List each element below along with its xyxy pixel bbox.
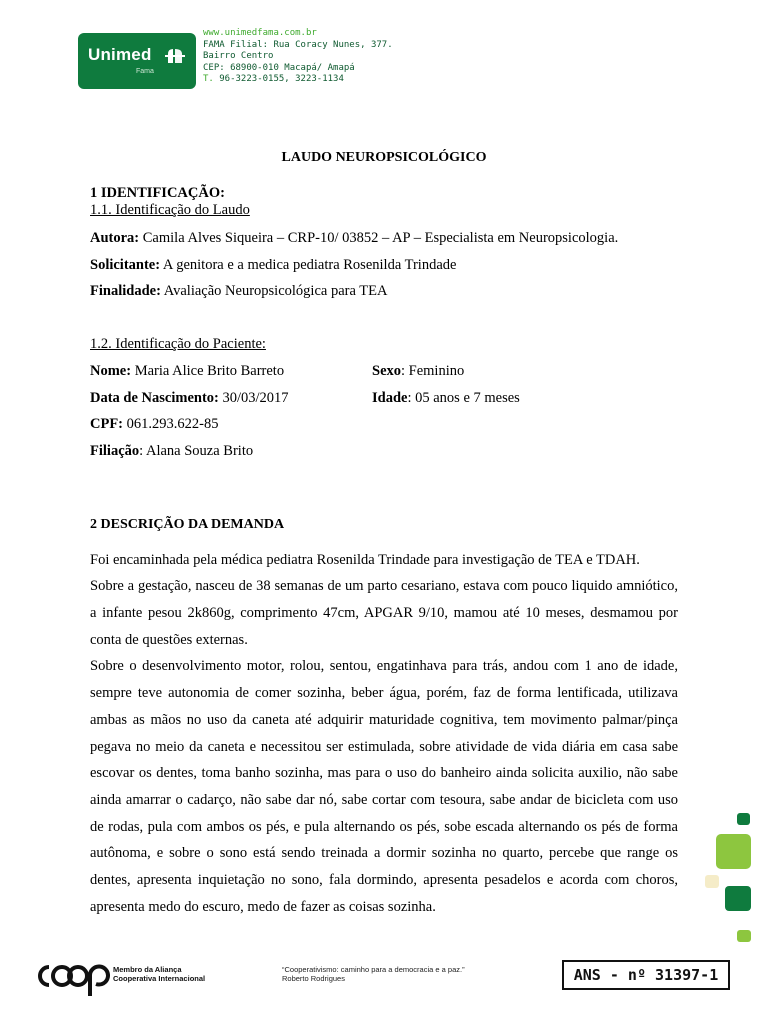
decor-square [737, 930, 751, 942]
field-label: Idade [372, 389, 408, 406]
website-link[interactable]: www.unimedfama.com.br [203, 28, 317, 38]
address-line: Bairro Centro [203, 51, 274, 61]
coop-line: Membro da Aliança [113, 965, 182, 974]
unimed-logo [78, 33, 196, 89]
field-value: : Feminino [401, 362, 465, 379]
field-value: Camila Alves Siqueira – CRP-10/ 03852 – AP – Especialista em Neuropsicologia. [139, 230, 619, 246]
field-label: Finalidade: [90, 283, 161, 300]
nascimento-field [90, 385, 372, 412]
solicitante-field [90, 252, 678, 279]
cpf-field [90, 411, 678, 438]
decor-square [716, 834, 751, 869]
filiacao-field [90, 438, 678, 465]
coop-membership-text [113, 965, 205, 983]
paragraph: Sobre o desenvolvimento motor, rolou, sentou, engatinhava para trás, andou com 1 ano de idade, sempre teve autonomia de comer sozinha, beber água, porém, faz de forma lentificada, utilizava ambas as mãos no uso da caneta até adquirir maturidade cognitiva, tem movimento palmar/pinça pegava no meio da caneta e necessitou ser estimulada, sobre atividade de vida diária em casa sabe escovar os dentes, toma banho sozinha, mas para o uso do banheiro ainda solicita auxilio, não sabe ainda amarrar o cadarço, não sabe dar nó, sabe cortar com tesoura, sabe andar de bicicleta com uso de rodas, pula com ambos os pés, e pula alternando os pés, sobe escada alternando os pés de forma autônoma, e sobre o sono está sendo treinada a dormir sozinha no quarto, percebe que range os dentes, apresenta inquietação no sono, fala dormindo, apresenta pesadelos e acorda com choros, apresenta medo do escuro, medo de fazer as coisas sozinha. [90, 658, 678, 915]
field-value: A genitora e a medica pediatra Rosenilda Trindade [160, 256, 457, 273]
document-title: LAUDO NEUROPSICOLÓGICO [281, 150, 487, 165]
coop-logo-icon [34, 958, 110, 998]
paragraph: Sobre a gestação, nasceu de 38 semanas de um parto cesariano, estava com pouco liquido amniótico, a infante pesou 2k860g, comprimento 47cm, APGAR 9/10, mamou até 10 meses, desmamou por conta de questões externas. [90, 578, 678, 648]
nome-sexo-row [90, 358, 678, 385]
subsection-heading: 1.1. Identificação do Laudo [90, 202, 250, 218]
field-value: 30/03/2017 [218, 389, 289, 406]
quote-author: Roberto Rodrigues [282, 974, 345, 983]
section-heading: 1 IDENTIFICAÇÃO: [90, 185, 225, 201]
finalidade-field [90, 278, 678, 305]
field-label: Sexo [372, 362, 401, 379]
coop-line: Cooperativa Internacional [113, 974, 206, 983]
quote-text: “Cooperativismo: caminho para a democracia e a paz.” [282, 965, 465, 974]
sexo-field [372, 358, 464, 385]
field-label: Solicitante: [90, 256, 161, 273]
decor-square [725, 886, 751, 911]
document-body [90, 150, 678, 920]
field-value: : 05 anos e 7 meses [407, 389, 520, 406]
field-label: CPF: [90, 416, 124, 433]
logo-text: Unimed [88, 45, 152, 64]
logo-subtitle: Fama [136, 68, 154, 75]
field-label: Nome: [90, 362, 132, 379]
page-footer [0, 950, 768, 1010]
ans-label: ANS - nº 31397-1 [573, 966, 719, 984]
field-value: Maria Alice Brito Barreto [131, 362, 285, 379]
phone-line [203, 74, 393, 86]
idade-field [372, 385, 520, 412]
address-line: CEP: 68900-010 Macapá/ Amapá [203, 62, 355, 73]
field-label: Data de Nascimento: [90, 389, 219, 406]
field-value: : Alana Souza Brito [139, 442, 254, 459]
decor-square [705, 875, 719, 888]
field-label: Autora: [90, 230, 140, 246]
section-heading: 2 DESCRIÇÃO DA DEMANDA [90, 516, 285, 532]
field-value: 061.293.622-85 [123, 416, 219, 433]
field-label: Filiação [90, 442, 140, 459]
address-line: FAMA Filial: Rua Coracy Nunes, 377. [203, 39, 393, 50]
contact-block [203, 28, 393, 86]
paragraph: Foi encaminhada pela médica pediatra Rosenilda Trindade para investigação de TEA e TDAH. [90, 551, 640, 568]
unimed-tree-icon [164, 45, 186, 67]
phone-prefix: T. [203, 74, 214, 84]
field-value: Avaliação Neuropsicológica para TEA [160, 283, 388, 300]
phone-number: 96-3223-0155, 3223-1134 [213, 74, 344, 84]
subsection-heading: 1.2. Identificação do Paciente: [90, 336, 266, 353]
ans-badge [562, 960, 730, 990]
footer-quote [282, 965, 465, 983]
nome-field [90, 358, 372, 385]
autora-field [90, 225, 678, 252]
decor-square [737, 813, 750, 825]
nascimento-idade-row [90, 385, 678, 412]
